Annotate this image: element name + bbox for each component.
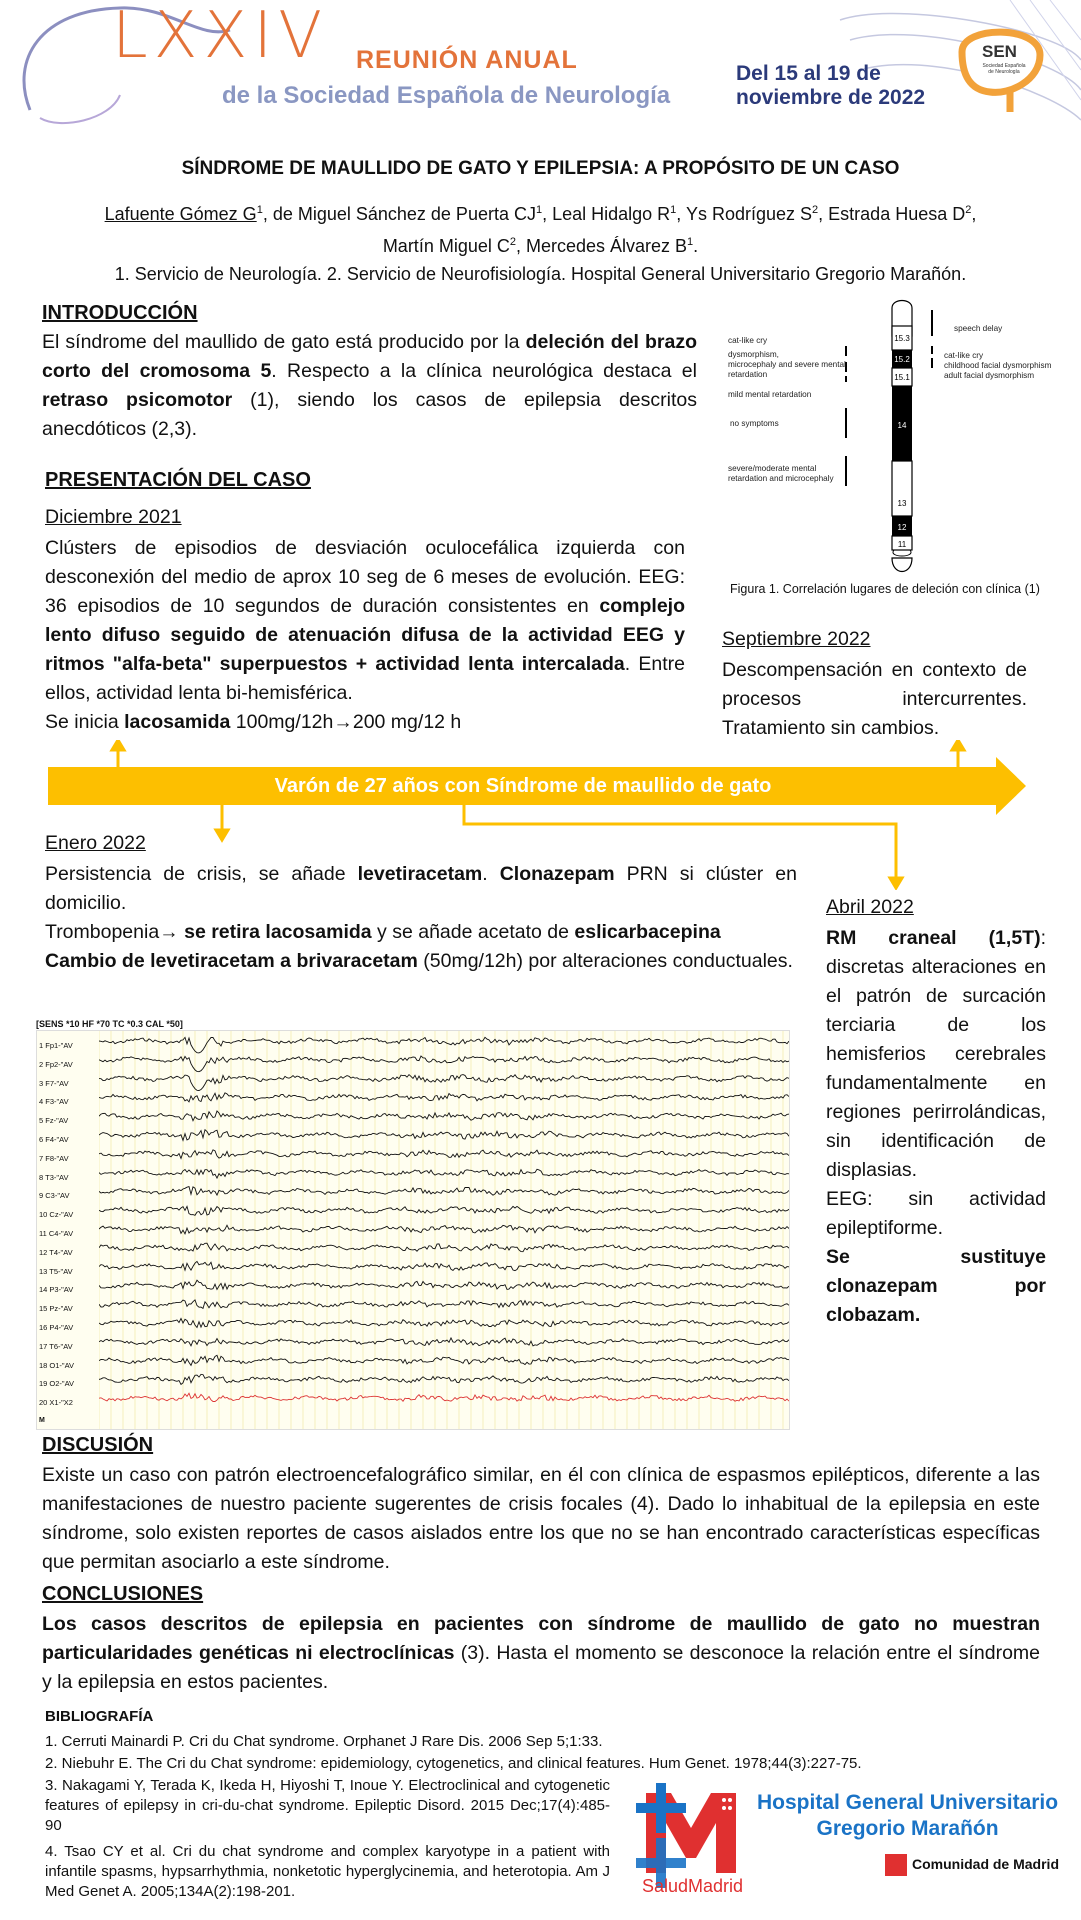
txt: Persistencia de crisis, se añade — [45, 863, 358, 885]
eeg-trace — [99, 1206, 789, 1215]
txt: 200 mg/12 h — [352, 711, 462, 733]
txt: 100mg/12h — [230, 711, 334, 733]
eeg-trace — [99, 1355, 789, 1365]
txt: Trombopenia — [45, 921, 160, 943]
authors-line1: Lafuente Gómez $G^1$, de Miguel Sánchez de Puerta $CJ^1$, Leal Hidalgo $R^1$, Ys Rodríguez $S^2$, Estrada Huesa $D^2$, — [104, 204, 977, 224]
bold: lacosamida — [124, 711, 231, 733]
eeg-channel-label: 4 F3-"AV — [39, 1097, 69, 1107]
authors-line2: Martín Miguel $C^2$, Mercedes Álvarez $B^1$. — [382, 236, 699, 256]
meeting-dates — [736, 62, 925, 110]
author-text: , Leal Hidalgo R — [542, 204, 671, 224]
authors-block — [20, 196, 1061, 288]
hospital-line2: Gregorio Marañón — [816, 1817, 999, 1840]
eeg-channel-label: 5 Fz-"AV — [39, 1116, 69, 1126]
eeg-channel-label: 18 O1-"AV — [39, 1360, 75, 1370]
txt: EEG: sin actividad epileptiforme. — [826, 1188, 1046, 1239]
band-label: 15.1 — [894, 373, 910, 382]
sup: 1 — [670, 204, 677, 216]
txt: (50mg/12h) por alteraciones conductuales. — [417, 950, 793, 972]
band-label: 13 — [897, 499, 907, 508]
sup: 2 — [812, 204, 819, 216]
fig-label: dysmorphism, — [728, 350, 779, 359]
eeg-channel-label: 1 Fp1-"AV — [39, 1041, 73, 1050]
txt: . Entre ellos, actividad lenta bi-hemisférica. — [45, 653, 685, 704]
band-label: 14 — [897, 421, 907, 430]
fig-label: cat-like cry — [728, 336, 768, 345]
intro-heading: INTRODUCCIÓN — [42, 302, 198, 324]
eeg-trace — [99, 1300, 789, 1309]
txt: : discretas alteraciones en el patrón de surcación terciaria de los hemisferios cerebrales fundamentalmente en regiones perirrolándicas, sin identificación de displasias. — [826, 927, 1046, 1181]
bold: levetiracetam — [357, 863, 483, 885]
sen-logo-sub1: Sociedad Española — [982, 63, 1026, 69]
eeg-trace — [99, 1075, 789, 1091]
january-title: Enero 2022 — [45, 832, 146, 854]
figure-caption: Figura 1. Correlación lugares de deleción con clínica (1) — [730, 582, 1040, 596]
eeg-trace — [99, 1319, 789, 1328]
affiliations: 1. Servicio de Neurología. 2. Servicio de Neurofisiología. Hospital General Universitario Gregorio Marañón. — [114, 264, 967, 284]
eeg-trace — [99, 1093, 789, 1102]
eeg-trace — [99, 1037, 789, 1053]
eeg-trace — [99, 1187, 789, 1196]
bold: Clonazepam — [499, 863, 615, 885]
eeg-channel-label: 8 T3-"AV — [39, 1172, 69, 1182]
eeg-channel-label: 17 T6-"AV — [39, 1341, 73, 1351]
fig-label: mild mental retardation — [728, 390, 812, 399]
bold: deleción del brazo corto del cromosoma 5 — [42, 331, 698, 382]
eeg-channel-label: 6 F4-"AV — [39, 1135, 69, 1144]
sup: 1 — [256, 204, 263, 216]
reference-3: 3. Nakagami Y, Terada K, Ikeda H, Hiyoshi T, Inoue Y. Electroclinical and cytogenetic features of epilepsy in cri-du-chat syndrome. Epileptic Disord. 2015 Dec;17(4):485-90 — [45, 1777, 610, 1834]
december-title: Diciembre 2021 — [45, 506, 182, 528]
roman-numeral: LXXIV — [112, 0, 328, 73]
discussion-heading: DISCUSIÓN — [42, 1434, 154, 1456]
bold: eslicarbacepina — [574, 921, 721, 943]
eeg-m-label: M — [39, 1417, 45, 1424]
eeg-channel-label: 10 Cz-"AV — [39, 1210, 74, 1220]
sup: 1 — [535, 204, 543, 216]
eeg-trace — [99, 1393, 789, 1401]
eeg-channel-label: 14 P3-"AV — [39, 1285, 74, 1295]
dates-line2: noviembre de 2022 — [736, 86, 926, 110]
eeg-trace — [99, 1130, 789, 1141]
september-text: Descompensación en contexto de procesos intercurrentes. Tratamiento sin cambios. — [722, 659, 1027, 739]
band-label: 12 — [897, 523, 907, 532]
comunidad-logo-mark — [885, 1854, 907, 1876]
society-name: de la Sociedad Española de Neurología — [222, 82, 671, 109]
timeline-arrow-head — [996, 757, 1026, 815]
txt: y se añade acetato de — [371, 921, 575, 943]
bibliography-heading: BIBLIOGRAFÍA — [45, 1708, 154, 1725]
fig-label: retardation and microcephaly — [728, 474, 834, 483]
eeg-channel-label: 16 P4-"AV — [39, 1323, 74, 1332]
eeg-trace — [99, 1225, 789, 1234]
author-text: , Estrada Huesa D — [818, 204, 966, 224]
band-label: 15.2 — [894, 355, 910, 364]
eeg-traces — [99, 1031, 789, 1429]
fig-label: adult facial dysmorphism — [944, 371, 1035, 380]
conclusions-heading: CONCLUSIONES — [42, 1583, 204, 1605]
sup: 2 — [965, 204, 972, 216]
eeg-channel-label: 20 X1-"X2 — [39, 1398, 73, 1408]
reference-2: 2. Niebuhr E. The Cri du Chat syndrome: epidemiology, cytogenetics, and clinical features. Hum Genet. 1978;44(3):227-75. — [45, 1755, 862, 1772]
bold: Los casos descritos de epilepsia en pacientes con síndrome de maullido de gato no muestran particularidades genéticas ni electroclínicas — [42, 1613, 1040, 1664]
eeg-channel-label: 2 Fp2-"AV — [39, 1059, 73, 1069]
eeg-channel-label: 9 C3-"AV — [39, 1191, 70, 1201]
sen-logo-sub — [974, 63, 1034, 75]
arrow-glyph: → — [159, 921, 179, 943]
first-author: Lafuente Gómez G — [104, 204, 257, 224]
saludmadrid-text: SaludMadrid — [642, 1876, 744, 1896]
fig-label: speech delay — [954, 324, 1003, 333]
reference-1: 1. Cerruti Mainardi P. Cri du Chat syndrome. Orphanet J Rare Dis. 2006 Sep 5;1:33. — [45, 1733, 603, 1750]
eeg-trace — [99, 1374, 789, 1384]
saludmadrid-logo — [636, 1778, 746, 1888]
band-label: 15.3 — [894, 334, 910, 343]
case-heading: PRESENTACIÓN DEL CASO — [45, 469, 311, 491]
january-text — [45, 860, 797, 976]
txt: (3). Hasta el momento se desconoce la relación entre el síndrome y la epilepsia en estos pacientes. — [42, 1642, 1040, 1693]
author-text: Martín Miguel C — [382, 236, 510, 256]
eeg-trace — [99, 1056, 789, 1072]
eeg-trace — [99, 1111, 789, 1121]
discussion-text: Existe un caso con patrón electroencefalográfico similar, en él con clínica de espasmos epilépticos, diferente a las manifestaciones de nuestro paciente sugerentes de crisis focales (4). Dado lo inhabitual de la epilepsia en este síndrome, solo existen reportes de casos aislados entre los que no se han encontrado características específicas que permitan asociarlo a este síndrome. — [42, 1464, 1040, 1573]
fig-label: microcephaly and severe mental — [728, 360, 846, 369]
txt: Clústers de episodios de desviación oculocefálica izquierda con desconexión del medio de aprox 10 seg de 6 meses de evolución. EEG: 36 episodios de 10 segundos de duración consistentes en — [45, 537, 685, 617]
eeg-trace — [99, 1243, 789, 1252]
fig-label: childhood facial dysmorphism — [944, 361, 1052, 370]
december-text — [45, 534, 685, 737]
deletion-bars — [846, 310, 932, 486]
author-text: , de Miguel Sánchez de Puerta CJ — [262, 204, 536, 224]
april-text — [826, 924, 1046, 1330]
left-labels — [728, 336, 846, 483]
fig-label: no symptoms — [730, 419, 779, 428]
txt: . — [482, 863, 500, 885]
eeg-channel-label: 7 F8-"AV — [39, 1153, 69, 1163]
fig-label: cat-like cry — [944, 351, 984, 360]
sen-logo-sub2: de Neurología — [988, 69, 1020, 75]
conference-header — [0, 0, 1081, 133]
eeg-trace — [99, 1169, 789, 1178]
bold: Cambio de levetiracetam a brivaracetam — [45, 950, 418, 972]
txt: PRN si clúster en domicilio. — [45, 863, 797, 914]
eeg-channel-label: 11 C4-"AV — [39, 1229, 74, 1238]
meeting-name: REUNIÓN ANUAL — [356, 46, 578, 74]
eeg-channel-label: 3 F7-"AV — [39, 1078, 69, 1088]
comunidad-text: Comunidad de Madrid — [912, 1856, 1059, 1872]
hospital-logo-text — [757, 1790, 1058, 1842]
author-text: , Ys Rodríguez S — [676, 204, 813, 224]
fig-label: severe/moderate mental — [728, 464, 817, 473]
txt: El síndrome del maullido de gato está producido por la — [42, 331, 526, 353]
txt: . Respecto a la clínica neurológica destaca el — [271, 360, 697, 382]
txt: Se inicia — [45, 711, 125, 733]
eeg-channel-label: 12 T4-"AV — [39, 1247, 73, 1257]
eeg-trace — [99, 1280, 789, 1289]
september-title: Septiembre 2022 — [722, 628, 871, 650]
hospital-line1: Hospital General Universitario — [757, 1791, 1059, 1814]
fig-label: retardation — [728, 370, 768, 379]
right-labels — [944, 324, 1052, 380]
reference-4: 4. Tsao CY et al. Cri du chat syndrome and complex karyotype in a patient with infantile spasms, hypsarrhythmia, nonketotic hyperglycinemia, and heterotopia. Am J Med Genet A. 2005;134A(2):198-201. — [45, 1843, 610, 1900]
eeg-figure — [36, 1030, 790, 1430]
bold: se retira lacosamida — [178, 921, 372, 943]
sen-logo-text: SEN — [982, 42, 1017, 61]
band-label: 11 — [897, 540, 907, 549]
poster-title: SÍNDROME DE MAULLIDO DE GATO Y EPILEPSIA: A PROPÓSITO DE UN CASO — [181, 158, 900, 179]
eeg-trace — [99, 1261, 789, 1270]
dates-line1: Del 15 al 19 de — [736, 62, 881, 85]
txt: (1), siendo los casos de epilepsia descritos anecdóticos (2,3). — [42, 389, 697, 440]
april-title: Abril 2022 — [826, 896, 914, 918]
chromosome-figure — [722, 296, 1072, 586]
eeg-channel-label: 19 O2-"AV — [39, 1379, 75, 1389]
sup: 2 — [509, 236, 516, 248]
eeg-channel-label: 15 Pz-"AV — [39, 1304, 73, 1314]
intro-text — [42, 328, 697, 444]
bold: complejo lento difuso seguido de atenuación difusa de la actividad EEG y ritmos "alfa-beta" superpuestos + actividad lenta intercalada — [45, 595, 685, 675]
eeg-trace — [99, 1338, 789, 1346]
eeg-header: [SENS *10 HF *70 TC *0.3 CAL *50] — [36, 1019, 183, 1029]
arrow-glyph: → — [333, 711, 353, 733]
sup: 1 — [687, 236, 694, 248]
bold: RM craneal (1,5T) — [826, 927, 1041, 949]
conclusions-text — [42, 1610, 1040, 1697]
bold: retraso psicomotor — [42, 389, 233, 411]
timeline-label: Varón de 27 años con Síndrome de maullido de gato — [274, 775, 772, 797]
eeg-trace — [99, 1150, 789, 1159]
author-text: , Mercedes Álvarez B — [515, 236, 688, 256]
eeg-channel-label: 13 T5-"AV — [39, 1266, 73, 1276]
bold: Se sustituye clonazepam por clobazam. — [826, 1246, 1046, 1326]
